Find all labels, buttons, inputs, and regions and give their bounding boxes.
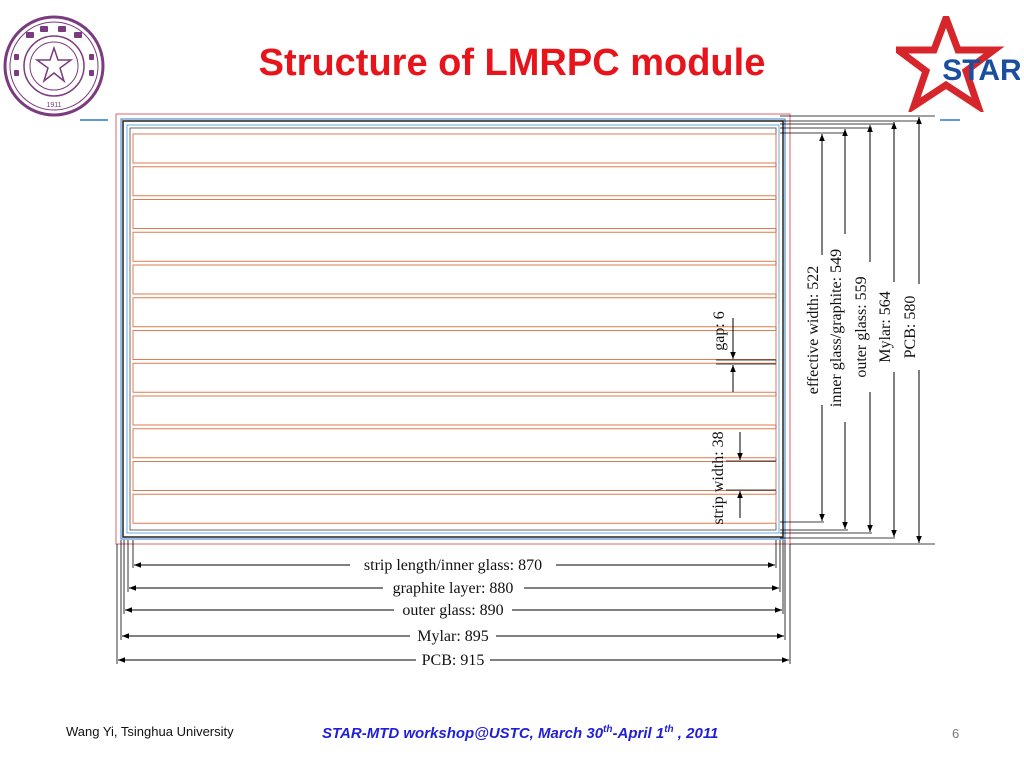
seal-year-text: 1911	[46, 102, 62, 109]
horizontal-dimension-pcb	[118, 652, 789, 669]
pcb-outline	[116, 114, 790, 544]
dim-label-effective-width: effective width: 522	[805, 265, 822, 395]
star-logo-text: STAR	[942, 54, 1020, 87]
readout-strip	[133, 134, 776, 163]
readout-strip	[133, 396, 776, 425]
strip-width-label: strip width: 38	[710, 431, 727, 525]
gap-label: gap: 6	[711, 311, 728, 351]
page-number: 6	[952, 726, 960, 741]
footer-author: Wang Yi, Tsinghua University	[66, 724, 234, 739]
readout-strip	[133, 200, 776, 229]
dim-label-pcb-vertical: PCB: 580	[902, 295, 919, 359]
horizontal-dimension-outer-glass	[125, 602, 782, 619]
readout-strip	[133, 429, 776, 458]
dim-label-pcb: PCB: 915	[421, 652, 485, 669]
dim-label-mylar-vertical: Mylar: 564	[877, 291, 894, 363]
footer-event-end: , 2011	[673, 725, 719, 742]
dim-label-outer-glass: outer glass: 890	[402, 602, 504, 619]
inner-glass-outline	[130, 128, 776, 530]
horizontal-dimension-graphite	[129, 580, 779, 597]
readout-strip	[133, 331, 776, 360]
gap-dimension	[711, 311, 776, 392]
readout-strip	[133, 494, 776, 523]
vertical-dimension-mylar	[877, 122, 894, 537]
dim-label-strip-length: strip length/inner glass: 870	[363, 557, 543, 574]
readout-strips	[133, 134, 776, 523]
footer-event-mid: -April 1	[612, 725, 665, 742]
graphite-layer-outline	[127, 125, 779, 533]
horizontal-dimension-mylar	[122, 628, 784, 645]
vertical-dimension-inner-glass	[828, 129, 845, 529]
vertical-dimension-effective-width	[805, 134, 822, 521]
vertical-dimension-pcb	[902, 117, 919, 543]
mylar-outline	[121, 119, 785, 539]
dim-label-inner-glass: inner glass/graphite: 549	[828, 248, 845, 408]
dim-label-outer-glass-vertical: outer glass: 559	[853, 276, 870, 378]
vertical-dimension-outer-glass	[853, 125, 870, 532]
footer-event-sup2: th	[664, 724, 674, 735]
strip-width-dimension	[710, 431, 776, 524]
readout-strip	[133, 363, 776, 392]
footer-event-main: STAR-MTD workshop@USTC, March 30	[322, 725, 604, 742]
dim-label-graphite: graphite layer: 880	[392, 580, 514, 597]
readout-strip	[133, 232, 776, 261]
footer-event-sup1: th	[603, 724, 613, 735]
horizontal-dimension-strip-length	[134, 557, 775, 574]
dim-label-mylar: Mylar: 895	[417, 628, 489, 645]
readout-strip	[133, 167, 776, 196]
readout-strip	[133, 298, 776, 327]
readout-strip	[133, 265, 776, 294]
footer-event	[322, 724, 718, 742]
readout-strip	[133, 462, 776, 491]
page-title: Structure of LMRPC module	[258, 42, 766, 84]
outer-glass-outline	[123, 121, 783, 537]
